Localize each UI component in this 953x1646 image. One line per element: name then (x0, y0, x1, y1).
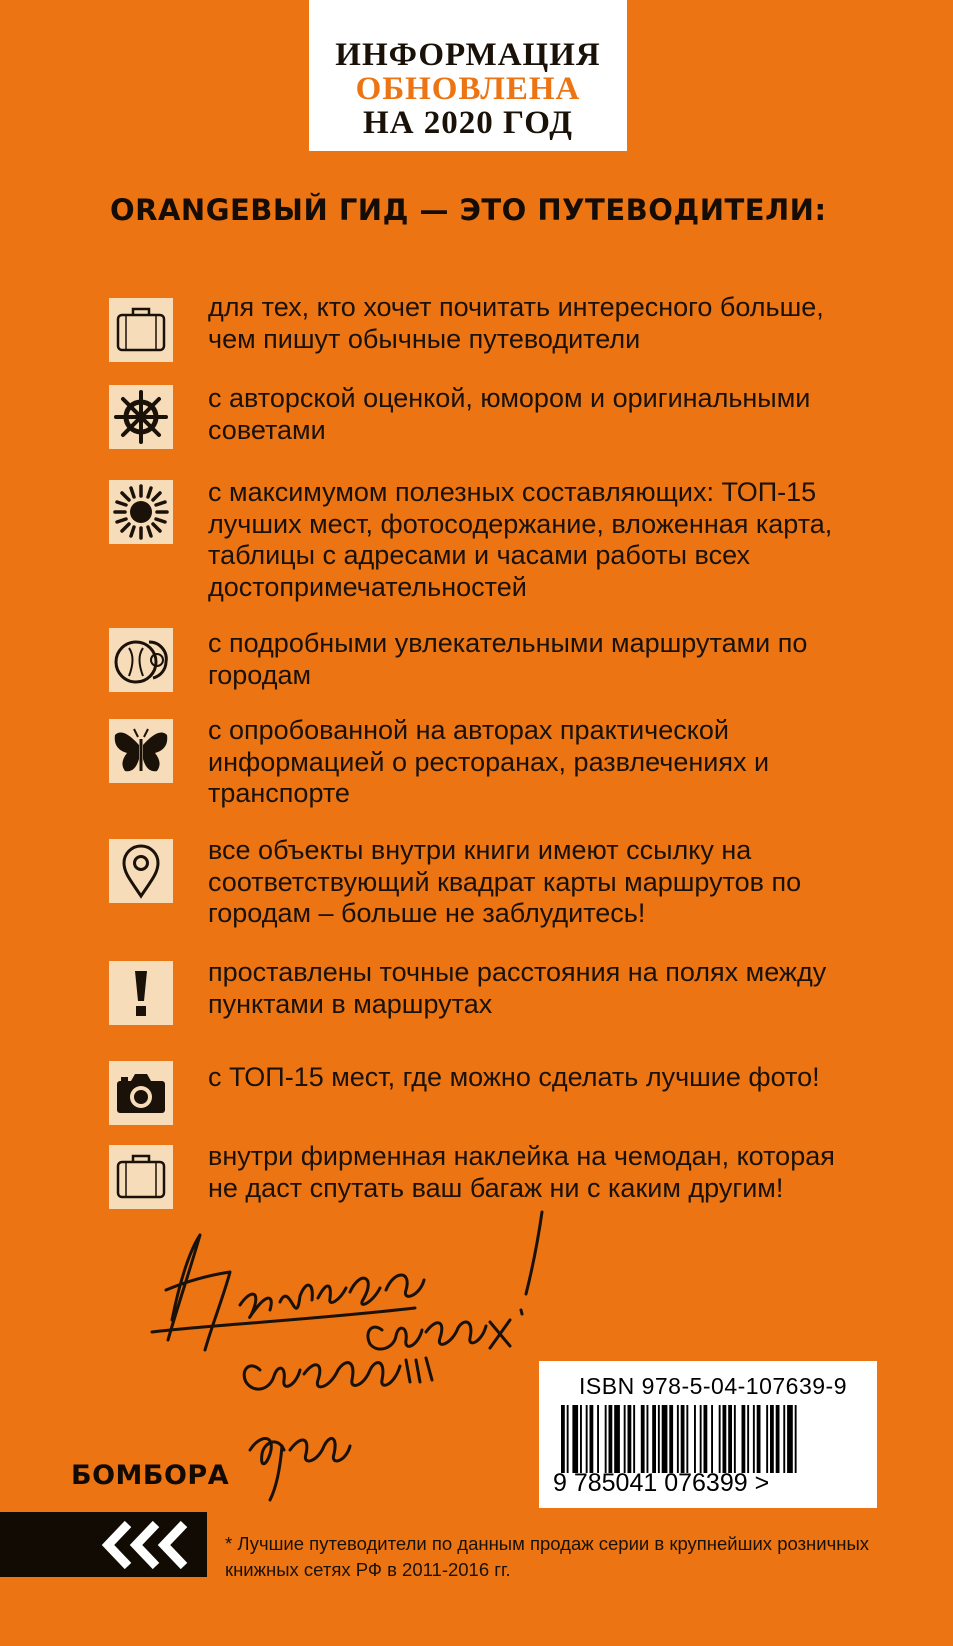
orange-icon (109, 628, 173, 692)
feature-text: с опробованной на авторах практической информацией о ресторанах, развлечениях и транспорте (208, 715, 770, 808)
chevrons-left-icon (0, 1512, 207, 1577)
barcode (539, 1361, 877, 1508)
publisher-logo: БОМБОРА (71, 1460, 230, 1491)
series-arrows-bar (0, 1512, 207, 1577)
feature-text: проставлены точные расстояния на полях между пунктами в маршрутах (208, 957, 827, 1019)
feature-text: внутри фирменная наклейка на чемодан, которая не даст спутать ваш багаж ни с каким другим! (208, 1141, 835, 1203)
camera-icon (109, 1061, 173, 1125)
feature-text: все объекты внутри книги имеют ссылку на соответствующий квадрат карты маршрутов по городам – больше не заблудитесь! (208, 835, 802, 928)
suitcase-icon (109, 1145, 173, 1209)
sun-icon (109, 480, 173, 544)
feature-text: для тех, кто хочет почитать интересного больше, чем пишут обычные путеводители (208, 292, 824, 354)
badge-line-3: НА 2020 ГОД (363, 105, 573, 141)
badge-line-1: ИНФОРМАЦИЯ (335, 37, 601, 73)
feature-text: с подробными увлекательными маршрутами по городам (208, 628, 808, 690)
feature-text: с ТОП-15 мест, где можно сделать лучшие фото! (208, 1062, 820, 1092)
isbn-number: ISBN 978-5-04-107639-9 (579, 1373, 847, 1399)
footnote: * Лучшие путеводители по данным продаж серии в крупнейших розничных книжных сетях РФ в 2011-2016 гг. (225, 1533, 870, 1580)
suitcase-icon (109, 298, 173, 362)
barcode-bars (561, 1405, 861, 1473)
badge-line-2: ОБНОВЛЕНА (355, 71, 581, 107)
section-heading: ORANGEВЫЙ ГИД — ЭТО ПУТЕВОДИТЕЛИ: (110, 193, 827, 227)
ship-wheel-icon (109, 385, 173, 449)
butterfly-icon (109, 719, 173, 783)
barcode-digits: 9 785041 076399 > (553, 1469, 770, 1497)
map-pin-icon (109, 839, 173, 903)
feature-text: с максимумом полезных составляющих: ТОП-15 лучших мест, фотосодержание, вложенная карта, таблицы с адресами и часами работы всех достопримечательностей (208, 477, 833, 602)
feature-text: с авторской оценкой, юмором и оригинальными советами (208, 383, 811, 445)
update-badge (309, 0, 627, 151)
exclamation-icon (109, 961, 173, 1025)
